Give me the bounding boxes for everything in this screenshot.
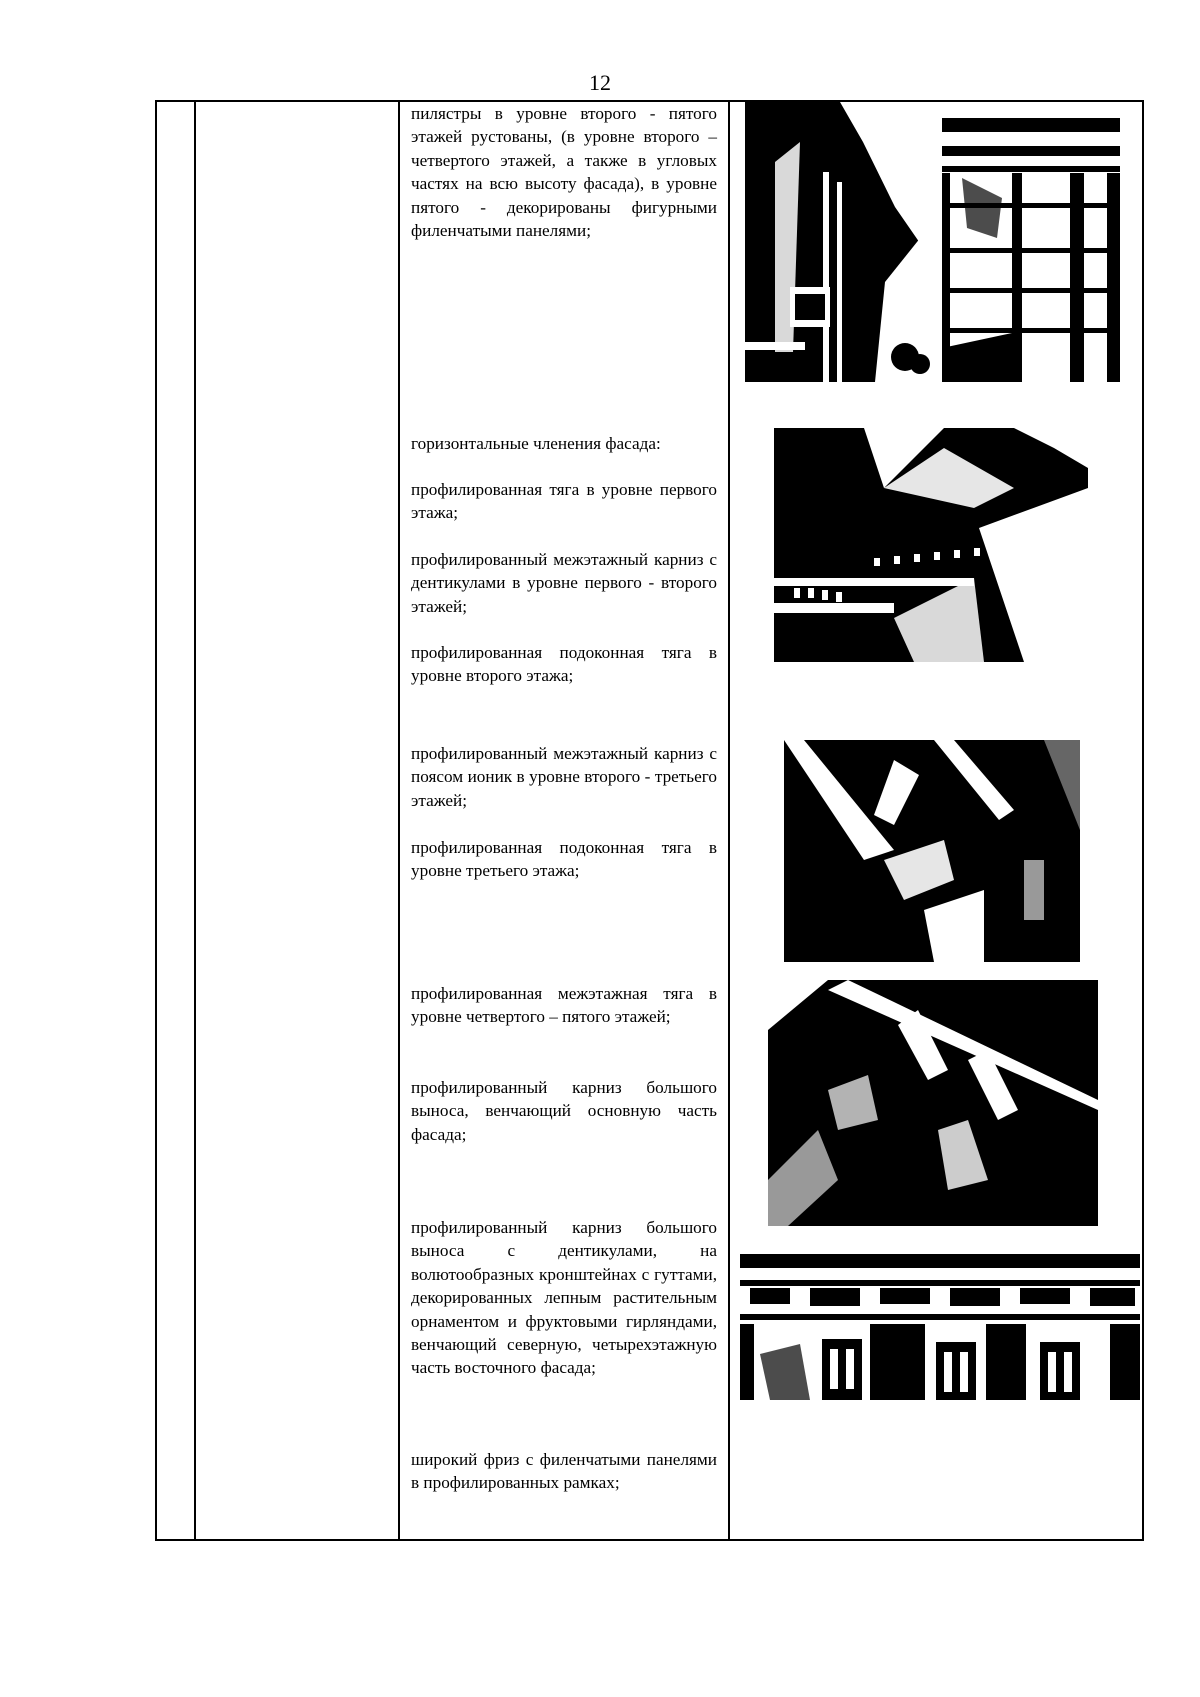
text-paragraph: профилированная подоконная тяга в уровне второго этажа; (411, 643, 717, 686)
facade-corner-photo (745, 102, 933, 382)
text-paragraph: пилястры в уровне второго - пятого этажей рустованы, (в уровне второго – четвертого этажей, а также в угловых частях на всю высоту фасада), в уровне пятого - декорированы фигурными филенчатыми панелями; (411, 104, 717, 241)
text-paragraph: профилированный карниз большого выноса с дентикулами, на волютообразных кронштейнах с гуттами, декорированных лепным растительным орнаментом и фруктовыми гирляндами, венчающий северную, четырехэтажную часть восточного фасада; (411, 1218, 717, 1378)
text-paragraph: горизонтальные членения фасада: (411, 434, 661, 453)
text-paragraph: профилированный межэтажный карниз с дентикулами в уровне первого - второго этажей; (411, 550, 717, 616)
text-paragraph: широкий фриз с филенчатыми панелями в профилированных рамках; (411, 1450, 717, 1493)
text-paragraph: профилированная межэтажная тяга в уровне четвертого – пятого этажей; (411, 984, 717, 1027)
table-col-border (398, 100, 400, 1541)
page-number: 12 (589, 70, 611, 95)
text-paragraph: профилированная подоконная тяга в уровне третьего этажа; (411, 838, 717, 881)
text-paragraph: профилированный межэтажный карниз с поясом ионик в уровне второго - третьего этажей; (411, 744, 717, 810)
cornice-ionic-photo (784, 740, 1080, 962)
text-paragraph: профилированный карниз большого выноса, венчающий основную часть фасада; (411, 1078, 717, 1144)
cornice-large-photo (768, 980, 1098, 1226)
table-col-border (728, 100, 730, 1541)
table-col-border (1142, 100, 1144, 1541)
table-bottom-border (155, 1539, 1144, 1541)
cornice-dentils-photo (774, 428, 1088, 662)
table-col-border (194, 100, 196, 1541)
cornice-brackets-photo (740, 1254, 1140, 1400)
facade-pilaster-photo (942, 118, 1120, 382)
text-paragraph: профилированная тяга в уровне первого этажа; (411, 480, 717, 523)
table-col-border (155, 100, 157, 1541)
